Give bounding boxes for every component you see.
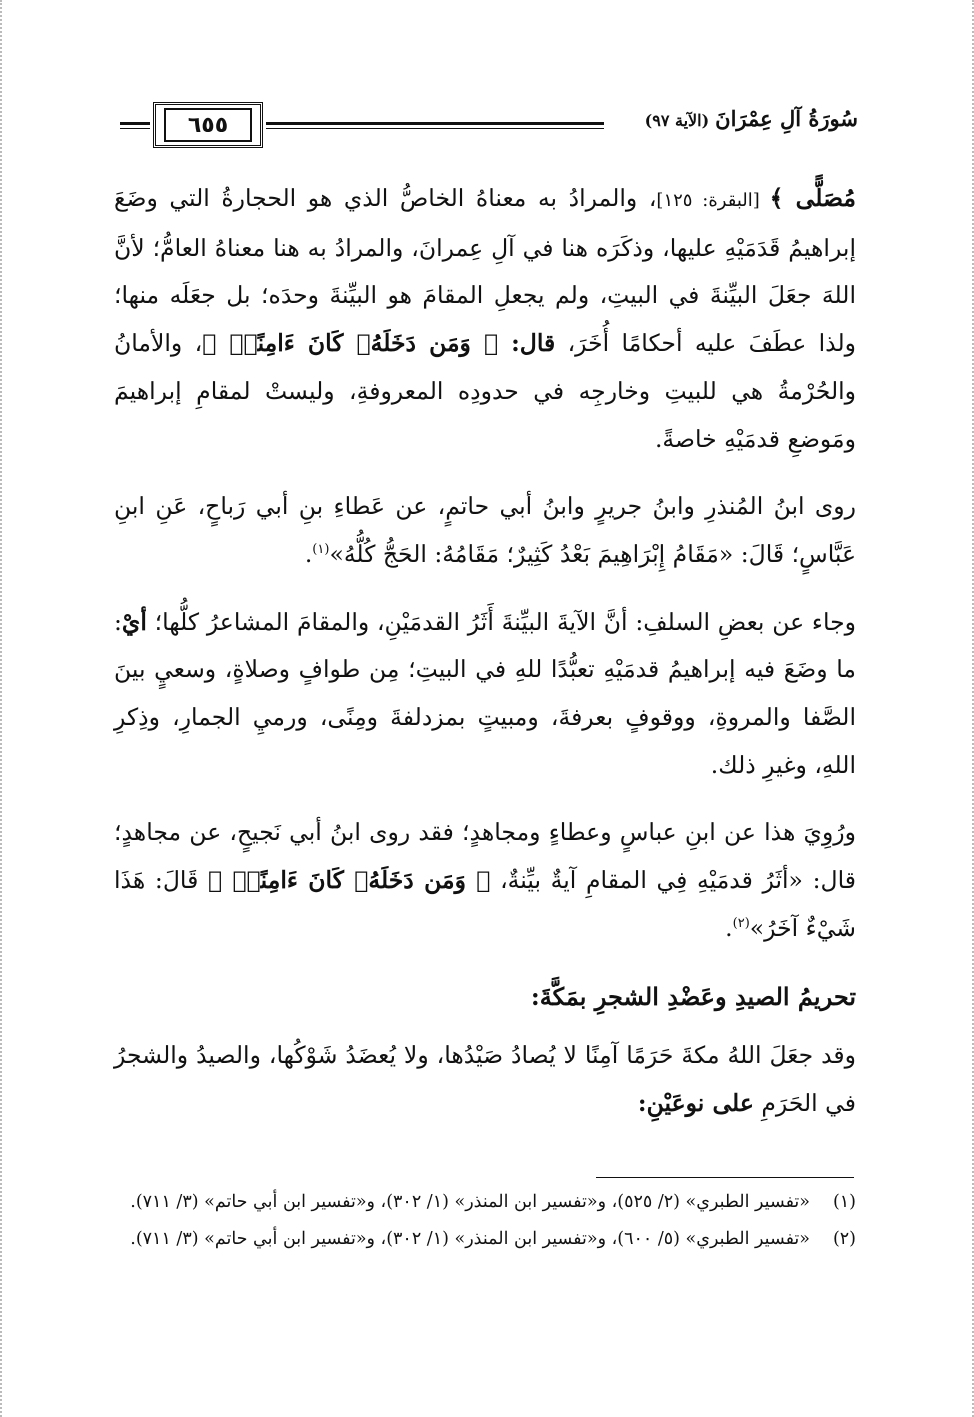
paragraph-2 <box>114 483 856 578</box>
paragraph-end: . <box>304 539 313 568</box>
quran-quote: ﴿ وَمَن دَخَلَهُۥ كَانَ ءَامِنًاۗ ﴾ <box>207 866 491 895</box>
paragraph-1 <box>114 175 856 463</box>
footnote-marker-2[interactable]: (٢) <box>732 916 750 932</box>
page-number-frame <box>153 102 263 148</box>
quran-citation: [البقرة: ١٢٥] <box>656 190 770 211</box>
page-header <box>120 100 858 158</box>
footnote-text: «تفسير الطبري» (٢/ ٥٢٥)، و«تفسير ابن المنذر» (١/ ٣٠٢)، و«تفسير ابن أبي حاتم» (٣/ ٧١١). <box>130 1192 810 1212</box>
page-number: ٦٥٥ <box>164 108 252 142</box>
paragraph-5 <box>114 1032 856 1127</box>
paragraph-text: روى ابنُ المُنذرِ وابنُ جريرٍ وابنُ أبي حاتمٍ، عن عَطاءِ بنِ أبي رَباحٍ، عَنِ ابنِ عَبَّاسٍ؛ قَالَ: «مَقَامُ إِبْرَاهِيمَ بَعْدُ كَثِيرٌ؛ مَقَامُهُ: الحَجُّ كُلُّهُ» <box>114 492 856 568</box>
footnote-1 <box>114 1187 856 1218</box>
footnotes <box>114 1187 856 1261</box>
footnote-number: (١) <box>832 1192 856 1212</box>
header-rule-left-top <box>120 122 150 125</box>
section-heading: تحريمُ الصيدِ وعَضْدِ الشجرِ بمَكَّةَ: <box>530 981 856 1011</box>
paragraph-text: : ما وضَعَ فيه إبراهيمُ قدمَيْهِ تعبُّدًا للهِ في البيتِ؛ مِن طوافٍ وصلاةٍ، وسعيٍ بينَ الصَّفا والمروةِ، ووقوفٍ بعرفةَ، ومبيتٍ بمزدلفةَ ومِنًى، ورميِ الجمارِ، وذِكرِ اللهِ، وغيرِ ذلك. <box>114 607 856 779</box>
paragraph-end: . <box>725 913 733 942</box>
paragraph-text: ، والأمانُ والحُرْمةُ هي للبيتِ وخارجِه في حدودِه المعروفةِ، وليستْ لمقامِ إبراهيمَ ومَوضعِ قدمَيْهِ خاصةً. <box>114 329 856 453</box>
quran-quote: قال: ﴿ وَمَن دَخَلَهُۥ كَانَ ءَامِنًاۗ ﴾ <box>202 329 556 358</box>
surah-title <box>645 106 858 131</box>
header-rule-left-bottom <box>120 128 150 129</box>
main-text <box>114 175 856 1128</box>
footnote-number: (٢) <box>832 1229 856 1249</box>
paragraph-text: قَالَ: هَذَا شَيْءٌ آخَرُ» <box>114 866 856 942</box>
paragraph-text: وقد جعَلَ اللهُ مكةَ حَرَمًا آمِنًا لا يُصادُ صَيْدُها، ولا يُعضَدُ شَوْكُها، والصيدُ والشجرُ في الحَرَمِ <box>114 1041 856 1117</box>
header-rule-right-bottom <box>266 128 604 129</box>
paragraph-4 <box>114 809 856 952</box>
quran-quote: مُصَلًّى ﴾ <box>769 184 856 212</box>
footnote-2 <box>114 1224 856 1255</box>
surah-name: سُورَةُ آلِ عِمْرَانَ <box>715 106 858 131</box>
header-rule-right-top <box>266 122 604 125</box>
paragraph-text: وجاء عن بعضِ السلفِ: أنَّ الآيةَ البيِّنةَ أَثَرُ القدمَيْنِ، والمقامَ المشاعرُ كلُّها؛ <box>146 607 856 636</box>
emphasis-term: أيْ <box>121 607 147 636</box>
paragraph-text: ، والمرادُ به معناهُ الخاصُّ الذي هو الحجارةُ التي وضَعَ إبراهيمُ قَدَمَيْهِ عليها، وذكَرَه هنا في آلِ عِمرانَ، والمرادُ به هنا معناهُ العامُّ؛ لأنَّ اللهَ جعَلَ البيِّنةَ في البيتِ، ولم يجعلِ المقامَ هو البيِّنةَ وحدَه؛ بل جعَلَه منها؛ ولذا عطَفَ عليه أحكامًا أُخَرَ، <box>114 184 856 358</box>
footnote-text: «تفسير الطبري» (٥/ ٦٠٠)، و«تفسير ابن المنذر» (١/ ٣٠٢)، و«تفسير ابن أبي حاتم» (٣/ ٧١١). <box>130 1229 810 1249</box>
paragraph-3 <box>114 599 856 790</box>
emphasis-term: على نوعَيْنِ: <box>637 1088 754 1117</box>
paragraph-text: ورُوِيَ هذا عن ابنِ عباسٍ وعطاءٍ ومجاهدٍ؛ فقد روى ابنُ أبي نَجيحٍ، عن مجاهدٍ؛ قال: «أثَرُ قدمَيْهِ فِي المقامِ آيةٌ بيِّنةٌ، <box>114 818 856 895</box>
footnote-marker-1[interactable]: (١) <box>312 542 330 558</box>
ayah-reference: (الآية ٩٧) <box>644 111 710 130</box>
footnote-separator <box>596 1177 854 1178</box>
